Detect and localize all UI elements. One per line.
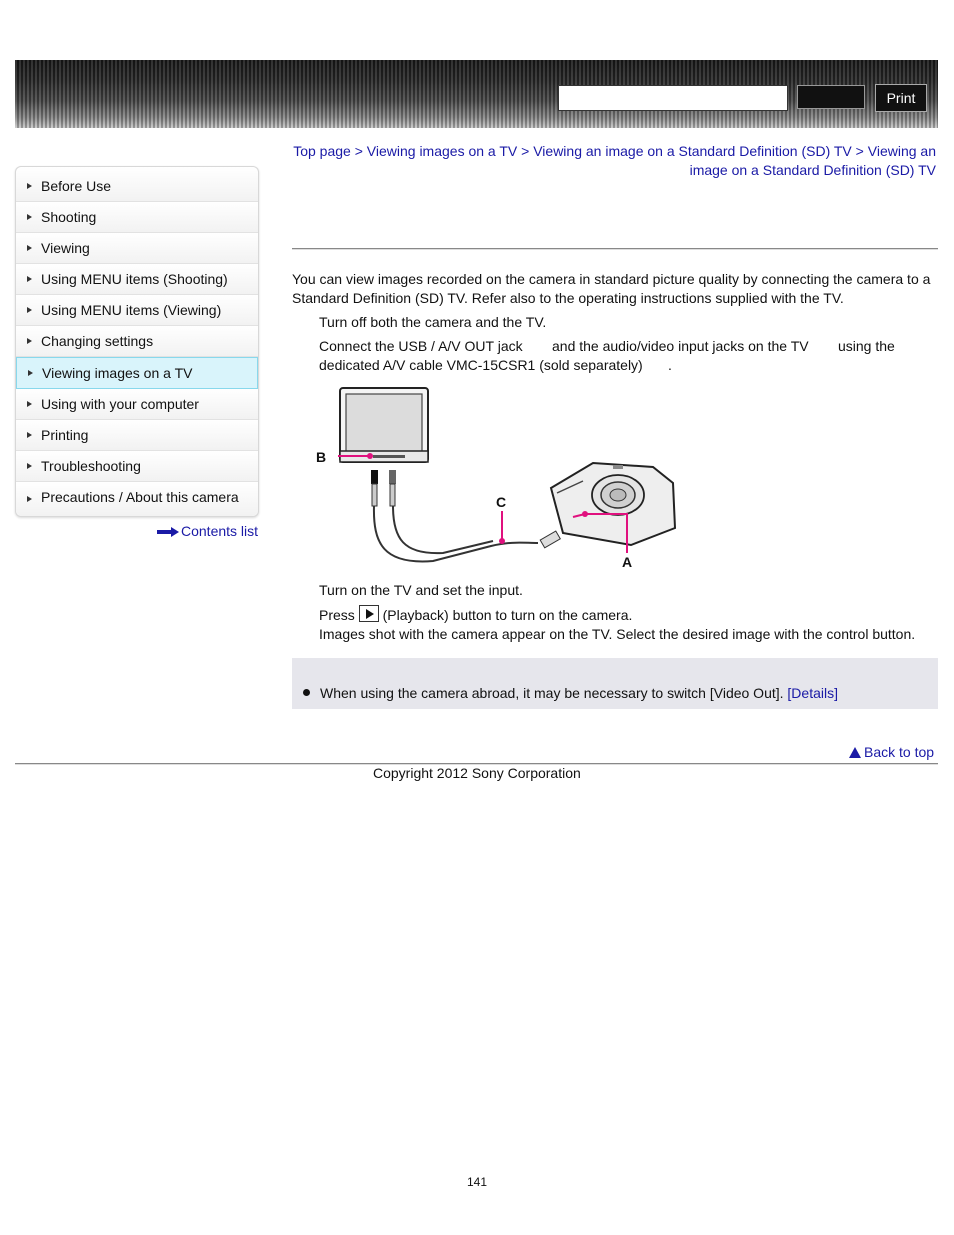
note-box [292,658,938,709]
step-4 [319,605,934,644]
sidebar-item-label: Viewing images on a TV [42,365,193,381]
sidebar-item-label: Using with your computer [41,396,199,412]
bullet-icon [303,689,310,696]
sidebar-item-label: Using MENU items (Shooting) [41,271,228,287]
arrow-right-icon [157,527,179,537]
copyright-text: Copyright 2012 Sony Corporation [373,765,581,781]
sidebar-item-menu-viewing[interactable] [16,295,258,326]
sidebar-item-shooting[interactable] [16,202,258,233]
sidebar-item-label: Before Use [41,178,112,194]
search-button[interactable] [797,85,865,109]
arrow-right-icon [27,338,32,344]
arrow-right-icon [27,214,32,220]
figure-label-a: A [622,554,633,570]
arrow-right-icon [28,370,33,376]
sidebar-item-before-use[interactable] [16,167,258,202]
sidebar-item-label: Using MENU items (Viewing) [41,302,222,318]
sidebar-item-label: Precautions / About this camera [41,489,239,505]
header-bar [15,60,938,128]
back-to-top-link[interactable] [849,744,934,760]
arrow-right-icon [27,463,32,469]
breadcrumb-separator: > [354,143,363,159]
sidebar-item-label: Shooting [41,209,97,225]
arrow-right-icon [27,183,32,189]
sidebar-item-menu-shooting[interactable] [16,264,258,295]
breadcrumb-current[interactable]: Viewing an image on a Standard Definition (SD) TV [689,143,936,178]
breadcrumb [292,142,936,180]
step-4-detail: Images shot with the camera appear on the TV. Select the desired image with the control button. [319,626,916,642]
arrow-right-icon [27,401,32,407]
av-cable [371,470,560,561]
figure-label-b: B [316,449,327,465]
playback-icon [359,605,379,622]
step-4-text: (Playback) button to turn on the camera. [382,607,633,623]
step-4-text: Press [319,607,355,623]
step-2-text: Connect the USB / A/V OUT jack [319,338,523,354]
step-3: Turn on the TV and set the input. [319,582,523,598]
arrow-right-icon [27,307,32,313]
breadcrumb-link[interactable]: Top page [293,143,351,159]
back-to-top-label: Back to top [864,744,935,760]
arrow-right-icon [27,276,32,282]
figure-label-c: C [496,494,507,510]
sidebar-item-label: Printing [41,427,89,443]
step-1: Turn off both the camera and the TV. [319,314,547,330]
step-2 [319,337,929,375]
sidebar-item-printing[interactable] [16,420,258,451]
sidebar-nav [15,166,259,517]
step-2-text: dedicated A/V cable VMC-15CSR1 (sold separately) [319,357,643,373]
sidebar-item-label: Changing settings [41,333,154,349]
sidebar-item-label: Viewing [41,240,90,256]
step-2-text: and the audio/video input jacks on the TV [552,338,809,354]
divider [292,248,938,250]
connection-diagram [313,383,683,573]
contents-list-link[interactable] [157,523,258,539]
page-number: 141 [466,1175,488,1189]
arrow-right-icon [27,496,32,502]
sidebar-item-troubleshooting[interactable] [16,451,258,482]
camera-illustration [551,463,675,545]
intro-paragraph: You can view images recorded on the camera in standard picture quality by connecting the camera to a Standard Definition (SD) TV. Refer also to the operating instructions supplied with the TV. [292,271,931,306]
step-2-text: using the [838,338,895,354]
breadcrumb-link[interactable]: Viewing images on a TV [366,143,518,159]
sidebar-item-precautions[interactable] [16,482,258,516]
tv-illustration [340,388,428,462]
arrow-right-icon [27,432,32,438]
search-input[interactable] [558,85,788,111]
arrow-right-icon [27,245,32,251]
step-2-text: . [668,357,672,373]
sidebar-item-label: Troubleshooting [41,458,141,474]
note-text: When using the camera abroad, it may be necessary to switch [Video Out]. [320,685,784,701]
breadcrumb-separator: > [855,143,864,159]
sidebar-item-changing-settings[interactable] [16,326,258,357]
sidebar-item-viewing-on-tv[interactable] [16,357,258,389]
note-item [320,685,838,701]
breadcrumb-separator: > [521,143,530,159]
sidebar-item-viewing[interactable] [16,233,258,264]
details-link[interactable]: [Details] [787,685,838,701]
print-button[interactable]: Print [875,84,927,112]
breadcrumb-link[interactable]: Viewing an image on a Standard Definition (SD) TV [533,143,852,159]
triangle-up-icon [849,747,861,758]
contents-list-label: Contents list [181,523,259,539]
sidebar-item-computer[interactable] [16,389,258,420]
